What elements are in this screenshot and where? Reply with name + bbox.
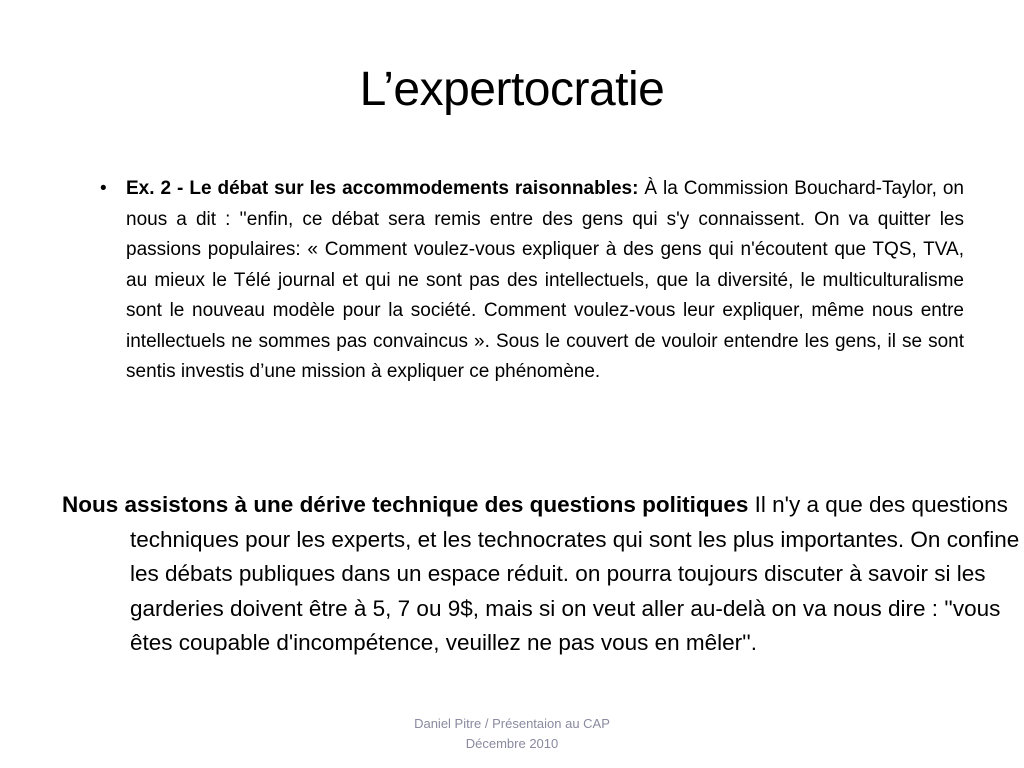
bullet-bold-lead: Ex. 2 - Le débat sur les accommodements raisonnables: (126, 178, 639, 199)
footer-author: Daniel Pitre / Présentaion au CAP (414, 716, 610, 731)
main-paragraph (62, 488, 1022, 661)
paragraph-bold-lead: Nous assistons à une dérive technique des questions politiques (62, 492, 749, 517)
slide-title: L’expertocratie (359, 63, 665, 116)
bullet-text (126, 174, 964, 388)
footer-date: Décembre 2010 (465, 736, 559, 751)
bullet-icon: • (100, 178, 107, 199)
paragraph-body: Il n'y a que des questions techniques pour les experts, et les technocrates qui sont les plus importantes. On confine les débats publiques dans un espace réduit. on pourra toujours discuter à savoir si les garderies doivent être à 5, 7 ou 9$, mais si on veut aller au-delà on va nous dire : ''vous êtes coupable d'incompétence, veuillez ne pas vous en mêler''. (130, 492, 1020, 655)
bullet-item (76, 174, 964, 388)
slide-footer (312, 714, 712, 754)
bullet-body: À la Commission Bouchard-Taylor, on nous a dit : ''enfin, ce débat sera remis entre des gens qui s'y connaissent. On va quitter les passions populaires: « Comment voulez-vous expliquer à des gens qui n'écoutent que TQS, TVA, au mieux le Télé journal et qui ne sont pas des intellectuels, que la diversité, le multiculturalisme sont le nouveau modèle pour la société. Comment voulez-vous leur expliquer, même nous entre intellectuels ne sommes pas convaincus ». Sous le couvert de vouloir entendre les gens, il se sont sentis investis d’une mission à expliquer ce phénomène. (126, 178, 964, 382)
